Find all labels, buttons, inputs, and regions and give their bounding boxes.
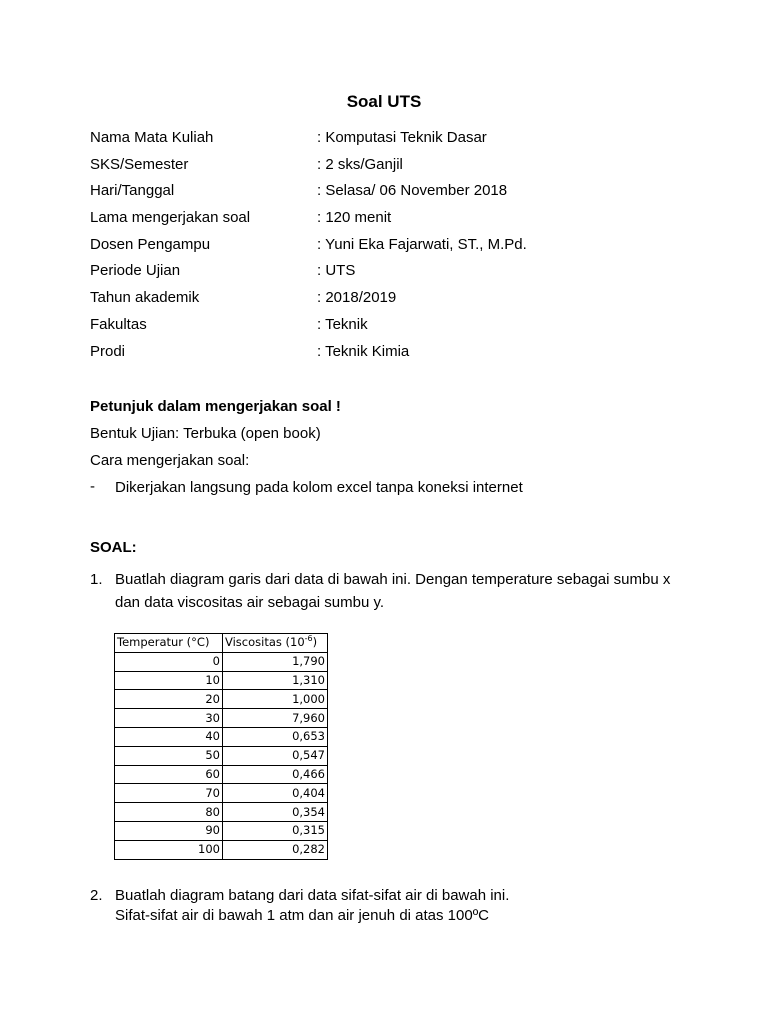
- cell-temperature: 80: [115, 803, 223, 822]
- info-label: SKS/Semester: [90, 155, 189, 173]
- cell-temperature: 0: [115, 652, 223, 671]
- table-row: [115, 803, 328, 822]
- cell-temperature: 10: [115, 671, 223, 690]
- cell-viscosity: 1,790: [223, 652, 328, 671]
- soal-heading: SOAL:: [90, 539, 137, 556]
- column-header-viscosity: Viscositas $(10^{-6})$: [223, 634, 328, 653]
- table-header-row: [115, 634, 328, 653]
- table-row: [115, 765, 328, 784]
- question-text: Buatlah diagram batang dari data sifat-sifat air di bawah ini.: [115, 887, 510, 904]
- info-label: Hari/Tanggal: [90, 182, 175, 200]
- info-value: : 2 sks/Ganjil: [317, 155, 403, 173]
- viscosity-table: [114, 633, 328, 860]
- table-row: [115, 727, 328, 746]
- cell-temperature: 70: [115, 784, 223, 803]
- info-value: : Teknik Kimia: [317, 342, 410, 360]
- cell-temperature: 50: [115, 746, 223, 765]
- cell-viscosity: 0,354: [223, 803, 328, 822]
- table-row: [115, 840, 328, 859]
- cell-temperature: 30: [115, 709, 223, 728]
- instructions-line: Bentuk Ujian: Terbuka (open book): [90, 425, 321, 442]
- info-label: Nama Mata Kuliah: [90, 129, 214, 146]
- info-value: : 120 menit: [317, 209, 392, 227]
- instructions-bullet: Dikerjakan langsung pada kolom excel tanpa koneksi internet: [115, 479, 523, 496]
- cell-viscosity: 0,547: [223, 746, 328, 765]
- info-value: : UTS: [317, 262, 356, 280]
- info-value: : Komputasi Teknik Dasar: [317, 129, 487, 146]
- info-value: : 2018/2019: [317, 289, 397, 307]
- cell-viscosity: 0,282: [223, 840, 328, 859]
- question-text: dan data viscositas air sebagai sumbu y.: [115, 594, 385, 611]
- cell-temperature: 40: [115, 727, 223, 746]
- cell-viscosity: 1,000: [223, 690, 328, 709]
- bullet-marker: -: [90, 478, 95, 495]
- cell-viscosity: 1,310: [223, 671, 328, 690]
- instructions-line: Cara mengerjakan soal:: [90, 452, 250, 469]
- question-text: Sifat-sifat air di bawah 1 atm dan air jenuh di atas 100ºC: [115, 907, 490, 924]
- info-label: Prodi: [90, 342, 126, 360]
- cell-temperature: 90: [115, 821, 223, 840]
- table-row: [115, 652, 328, 671]
- table-row: [115, 784, 328, 803]
- info-value: : Yuni Eka Fajarwati, ST., M.Pd.: [317, 235, 527, 253]
- info-value: : Teknik: [317, 315, 368, 333]
- question-number: 1.: [90, 571, 103, 588]
- cell-viscosity: 0,653: [223, 727, 328, 746]
- info-value: : Selasa/ 06 November 2018: [317, 182, 508, 200]
- cell-temperature: 60: [115, 765, 223, 784]
- question-text: Buatlah diagram garis dari data di bawah ini. Dengan temperature sebagai sumbu x: [115, 571, 671, 588]
- table-row: [115, 746, 328, 765]
- table-row: [115, 709, 328, 728]
- cell-viscosity: 0,466: [223, 765, 328, 784]
- info-label: Lama mengerjakan soal: [90, 209, 251, 227]
- cell-viscosity: 0,315: [223, 821, 328, 840]
- page-title: Soal UTS: [346, 92, 422, 111]
- cell-temperature: 100: [115, 840, 223, 859]
- column-header-temperature: Temperatur (°C): [115, 634, 223, 653]
- table-row: [115, 690, 328, 709]
- info-label: Fakultas: [90, 315, 147, 333]
- table-row: [115, 671, 328, 690]
- cell-temperature: 20: [115, 690, 223, 709]
- cell-viscosity: 0,404: [223, 784, 328, 803]
- info-label: Periode Ujian: [90, 262, 181, 280]
- cell-viscosity: 7,960: [223, 709, 328, 728]
- table-row: [115, 821, 328, 840]
- info-label: Dosen Pengampu: [90, 235, 211, 253]
- instructions-heading: Petunjuk dalam mengerjakan soal !: [90, 398, 341, 415]
- question-number: 2.: [90, 887, 103, 904]
- info-label: Tahun akademik: [90, 289, 200, 307]
